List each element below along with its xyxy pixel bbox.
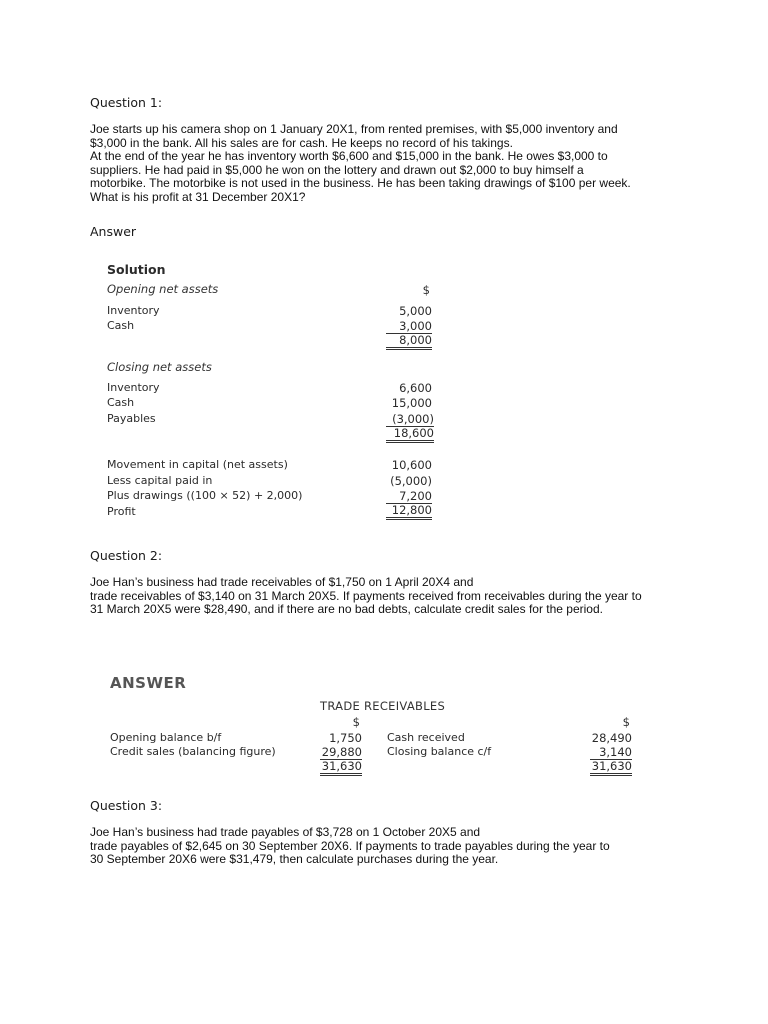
movement-row-value: 10,600 <box>391 458 432 472</box>
question-1-line: Joe starts up his camera shop on 1 January 20X1, from rented premises, with $5,000 inventory and <box>90 122 618 136</box>
credit-total: 31,630 <box>590 759 632 776</box>
credit-row-value: 3,140 <box>590 745 632 760</box>
closing-row-value: 6,600 <box>399 381 432 395</box>
question-1-line: motorbike. The motorbike is not used in the business. He has been taking drawings of $100 per week. <box>90 176 631 191</box>
debit-total: 31,630 <box>320 759 362 776</box>
debit-row-label: Credit sales (balancing figure) <box>110 745 276 758</box>
opening-total: 8,000 <box>386 333 432 350</box>
question-1-heading: Question 1: <box>90 95 163 110</box>
debit-currency: $ <box>352 715 360 729</box>
movement-row-label: Plus drawings ((100 × 52) + 2,000) <box>107 489 303 502</box>
profit-value: 12,800 <box>386 503 432 520</box>
question-2-line: trade receivables of $3,140 on 31 March 20X5. If payments received from receivables during the year to <box>90 588 642 603</box>
question-3-text <box>90 826 690 867</box>
closing-row-label: Cash <box>107 396 135 409</box>
opening-row-label: Cash <box>107 319 135 332</box>
currency-symbol: $ <box>422 283 430 297</box>
question-3-line: Joe Han’s business had trade payables of $3,728 on 1 October 20X5 and <box>90 825 481 839</box>
question-3-line: trade payables of $2,645 on 30 September 20X6. If payments to trade payables during the year to <box>90 838 610 853</box>
question-2-text <box>90 576 690 617</box>
question-1-text <box>90 123 690 205</box>
debit-row-label: Opening balance b/f <box>110 731 222 744</box>
credit-currency: $ <box>622 715 630 729</box>
question-1-line: $3,000 in the bank. All his sales are for cash. He keeps no record of his takings. <box>90 135 513 150</box>
opening-net-assets-label: Opening net assets <box>107 282 219 296</box>
opening-row-value: 5,000 <box>399 304 432 318</box>
movement-row-label: Less capital paid in <box>107 474 213 487</box>
trade-receivables-title: TRADE RECEIVABLES <box>320 699 446 713</box>
debit-row-value: 1,750 <box>329 731 362 745</box>
question-2-line: 31 March 20X5 were $28,490, and if there are no bad debts, calculate credit sales for the period. <box>90 602 603 617</box>
opening-row-label: Inventory <box>107 304 160 317</box>
debit-row-value: 29,880 <box>321 745 362 759</box>
credit-row-label: Closing balance c/f <box>387 745 492 758</box>
closing-row-label: Payables <box>107 412 156 425</box>
profit-label: Profit <box>107 505 136 518</box>
movement-row-value: (5,000) <box>390 474 432 488</box>
closing-row-value: 15,000 <box>391 396 432 410</box>
question-1-line: At the end of the year he has inventory worth $6,600 and $15,000 in the bank. He owes $3,000 to <box>90 149 608 164</box>
opening-row-value: 3,000 <box>386 319 432 334</box>
question-3-line: 30 September 20X6 were $31,479, then calculate purchases during the year. <box>90 852 499 867</box>
movement-row-label: Movement in capital (net assets) <box>107 458 288 471</box>
closing-row-label: Inventory <box>107 381 160 394</box>
question-2-heading: Question 2: <box>90 548 163 563</box>
closing-row-value: (3,000) <box>386 412 434 427</box>
question-2-answer-label: ANSWER <box>110 674 187 692</box>
closing-net-assets-label: Closing net assets <box>107 360 212 374</box>
credit-row-value: 28,490 <box>591 731 632 745</box>
solution-title: Solution <box>107 262 166 277</box>
credit-row-label: Cash received <box>387 731 465 744</box>
question-2-line: Joe Han’s business had trade receivables of $1,750 on 1 April 20X4 and <box>90 575 474 589</box>
question-3-heading: Question 3: <box>90 798 163 813</box>
question-1-line: What is his profit at 31 December 20X1? <box>90 189 306 204</box>
closing-total: 18,600 <box>386 426 434 443</box>
question-1-answer-label: Answer <box>90 224 137 239</box>
question-1-line: suppliers. He had paid in $5,000 he won on the lottery and drawn out $2,000 to buy himself a <box>90 162 584 177</box>
movement-row-value: 7,200 <box>386 489 432 504</box>
